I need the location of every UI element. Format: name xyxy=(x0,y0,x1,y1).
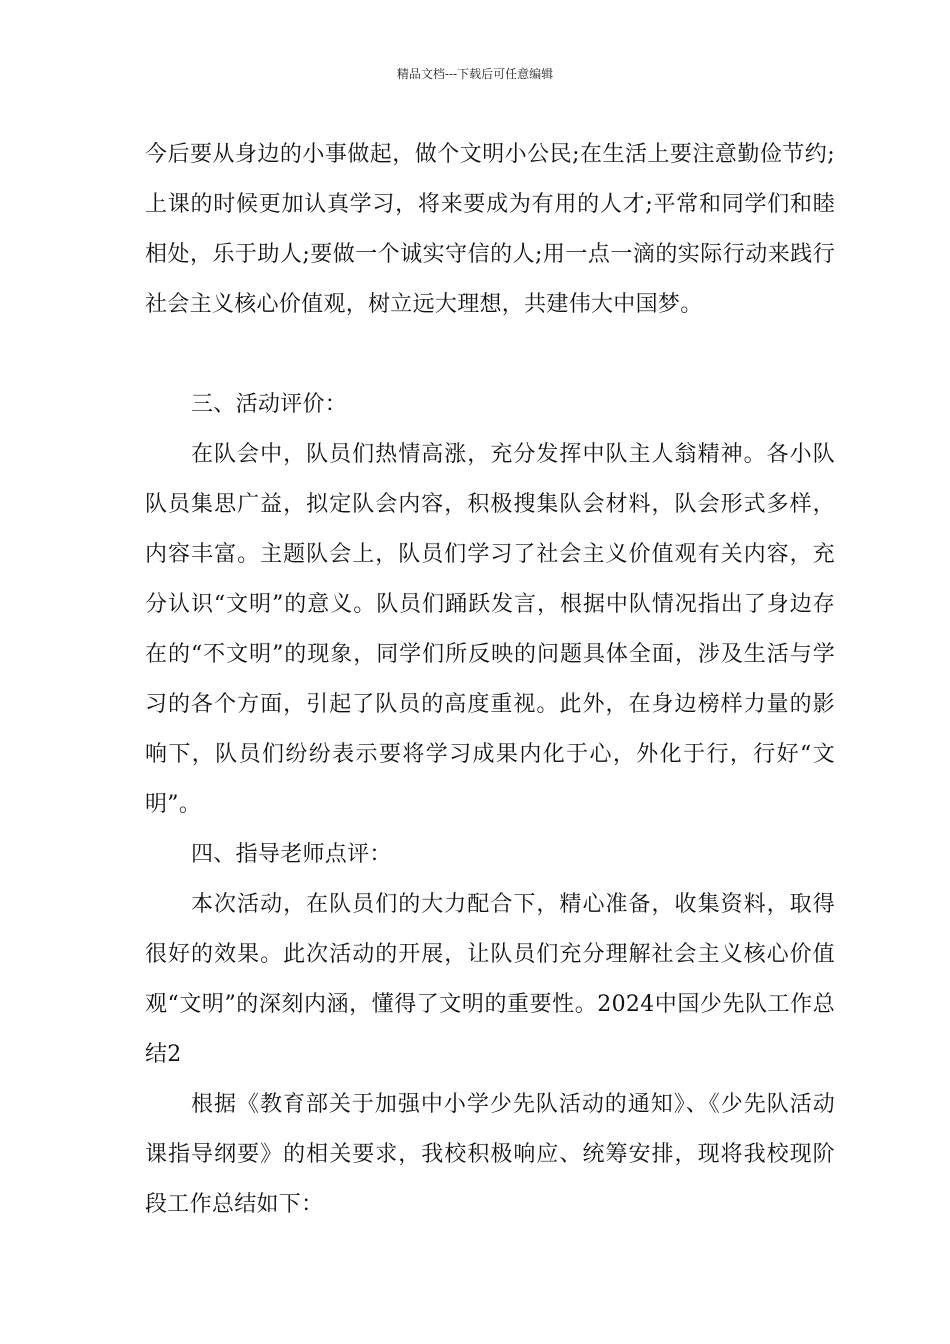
paragraph-civility-pledge: 今后要从身边的小事做起，做个文明小公民;在生活上要注意勤俭节约;上课的时候更加认真学习，将来要成为有用的人才;平常和同学们和睦相处，乐于助人;要做一个诚实守信的人;用一点一滴的实际行动来践行社会主义核心价值观，树立远大理想，共建伟大中国梦。 xyxy=(145,142,835,317)
paragraph-activity-evaluation: 在队会中，队员们热情高涨，充分发挥中队主人翁精神。各小队队员集思广益，拟定队会内容，积极搜集队会材料，队会形式多样，内容丰富。主题队会上，队员们学习了社会主义价值观有关内容，充分认识“文明”的意义。队员们踊跃发言，根据中队情况指出了身边存在的“不文明”的现象，同学们所反映的问题具体全面，涉及生活与学习的各个方面，引起了队员的高度重视。此外，在身边榜样力量的影响下，队员们纷纷表示要将学习成果内化于心，外化于行，行好“文明”。 xyxy=(145,442,835,817)
paragraph-summary-intro: 根据《教育部关于加强中小学少先队活动的通知》、《少先队活动课指导纲要》的相关要求，我校积极响应、统筹安排，现将我校现阶段工作总结如下： xyxy=(145,1092,835,1217)
paragraph-teacher-comment: 本次活动，在队员们的大力配合下，精心准备，收集资料，取得很好的效果。此次活动的开展，让队员们充分理解社会主义核心价值观“文明”的深刻内涵，懂得了文明的重要性。2024中国少先队工作总结2 xyxy=(145,892,835,1067)
section-heading-activity-evaluation: 三、活动评价： xyxy=(191,392,348,417)
document-body xyxy=(145,130,835,1230)
section-heading-teacher-comment: 四、指导老师点评： xyxy=(191,842,392,867)
page-header-watermark: 精品文档---下载后可任意编辑 xyxy=(396,67,554,81)
